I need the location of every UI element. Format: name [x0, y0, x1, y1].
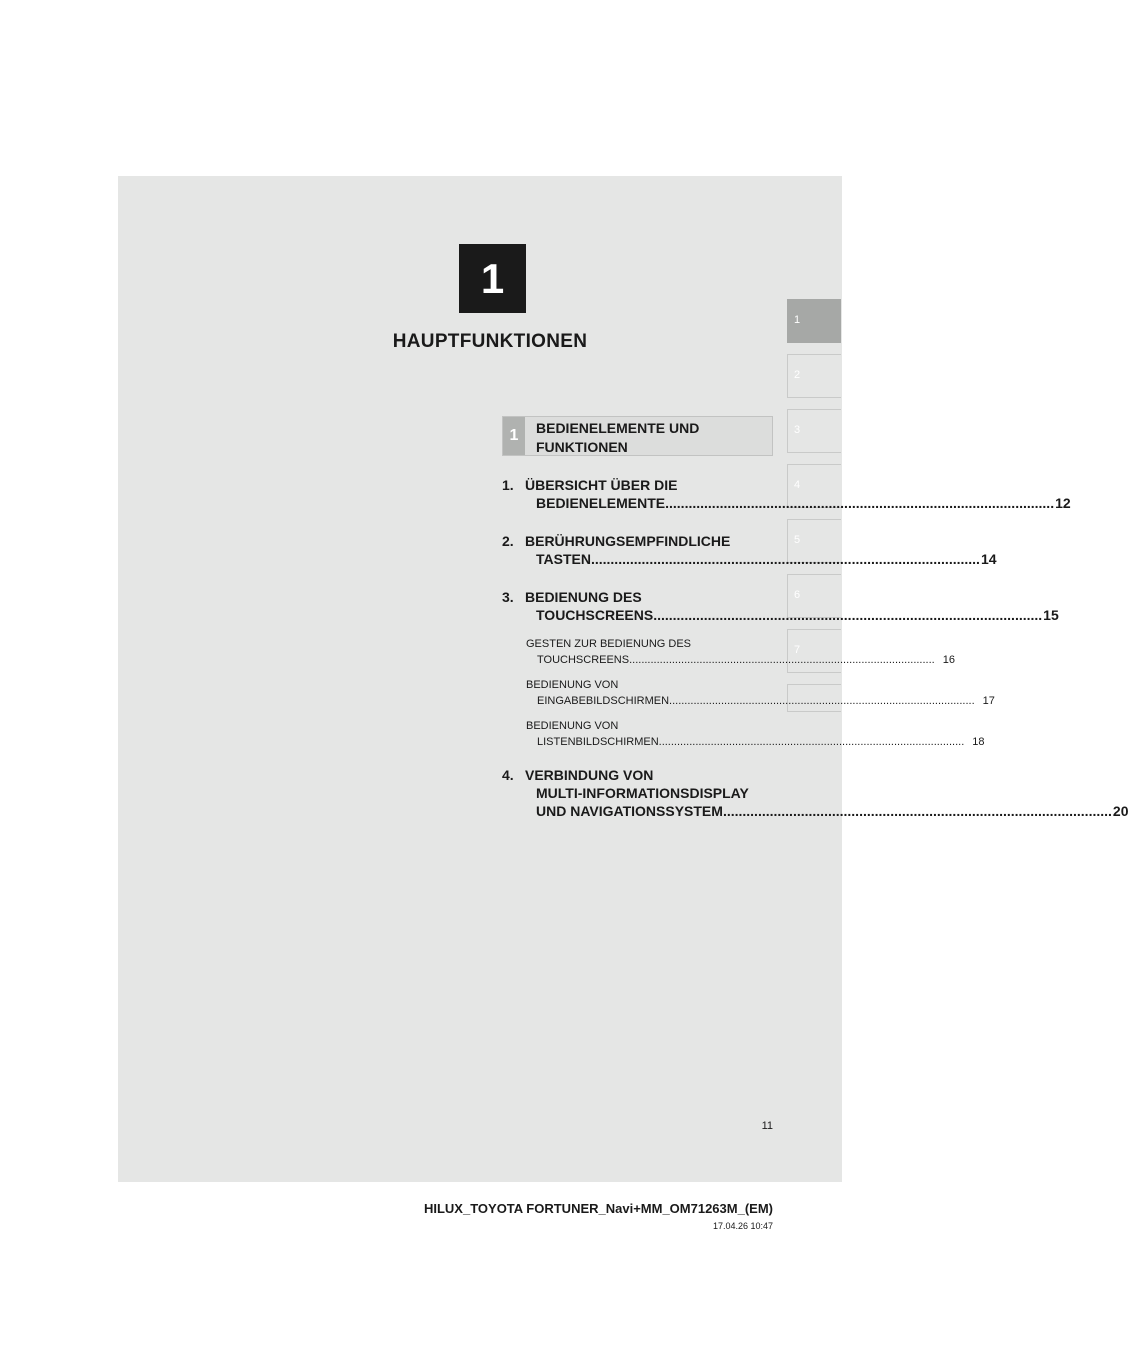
toc-entry-line2: TASTEN — [536, 551, 591, 567]
section-header — [502, 416, 773, 456]
section-title-line1: BEDIENELEMENTE UND — [536, 420, 700, 436]
toc-entry[interactable] — [502, 588, 1059, 624]
toc-entry-number: 4. — [502, 767, 514, 783]
tab-chapter-5[interactable]: 5 — [787, 519, 841, 563]
toc-subentry-page: 16 — [942, 654, 955, 666]
section-number: 1 — [503, 417, 525, 455]
toc-subentry[interactable] — [526, 677, 995, 709]
toc-leader-dots — [629, 654, 935, 666]
toc-entry-page: 15 — [1043, 607, 1059, 623]
toc-entry-line2: MULTI-INFORMATIONSDISPLAY — [536, 785, 749, 801]
toc-entry-line3: UND NAVIGATIONSSYSTEM — [536, 803, 723, 819]
toc-leader-dots — [723, 803, 1112, 819]
toc-leader-dots — [653, 607, 1042, 623]
toc-subentry-page: 17 — [982, 695, 995, 707]
table-of-contents — [502, 476, 1128, 840]
toc-entry-line1: VERBINDUNG VON — [525, 767, 654, 783]
toc-entry-page: 14 — [980, 551, 997, 567]
tab-chapter-2[interactable]: 2 — [787, 354, 841, 398]
footer-timestamp: 17.04.26 10:47 — [712, 1221, 773, 1231]
toc-entry-line1: BEDIENUNG DES — [525, 589, 642, 605]
tab-chapter-6[interactable]: 6 — [787, 574, 841, 618]
toc-subentry[interactable] — [526, 718, 985, 750]
page-number: 11 — [761, 1120, 773, 1132]
toc-entry-line2: BEDIENELEMENTE — [536, 495, 666, 511]
footer-document-id: HILUX_TOYOTA FORTUNER_Navi+MM_OM71263M_(EM) — [423, 1201, 773, 1216]
toc-entry-page: 12 — [1055, 495, 1071, 511]
toc-entry-page: 20 — [1112, 803, 1128, 819]
toc-leader-dots — [669, 695, 975, 707]
toc-entry-line1: BERÜHRUNGSEMPFINDLICHE — [525, 533, 731, 549]
toc-entry-line1: ÜBERSICHT ÜBER DIE — [525, 477, 678, 493]
toc-entry-number: 2. — [502, 533, 514, 549]
toc-subentry-line1: BEDIENUNG VON — [526, 679, 619, 691]
toc-subentry[interactable] — [526, 636, 955, 668]
toc-leader-dots — [591, 551, 980, 567]
chapter-title: HAUPTFUNKTIONEN — [392, 331, 588, 352]
toc-subentry-line2: TOUCHSCREENS — [537, 654, 630, 666]
section-title-line2: FUNKTIONEN — [536, 439, 628, 455]
toc-entry-number: 1. — [502, 477, 514, 493]
tab-chapter-7[interactable]: 7 — [787, 629, 841, 673]
toc-entry-number: 3. — [502, 589, 514, 605]
tab-chapter-1[interactable]: 1 — [787, 299, 841, 343]
section-title — [536, 419, 766, 457]
toc-subentry-line1: GESTEN ZUR BEDIENUNG DES — [526, 638, 692, 650]
toc-subentry-line1: BEDIENUNG VON — [526, 720, 619, 732]
toc-subentry-page: 18 — [972, 736, 985, 748]
toc-subentry-line2: EINGABEBILDSCHIRMEN — [537, 695, 670, 707]
toc-leader-dots — [665, 495, 1054, 511]
toc-entry[interactable] — [502, 532, 997, 568]
toc-subentry-line2: LISTENBILDSCHIRMEN — [537, 736, 659, 748]
chapter-number-box: 1 — [459, 244, 526, 313]
toc-entry-line2: TOUCHSCREENS — [536, 607, 654, 623]
toc-leader-dots — [659, 736, 965, 748]
tab-chapter-4[interactable]: 4 — [787, 464, 841, 508]
toc-entry[interactable] — [502, 766, 1128, 820]
tab-chapter-3[interactable]: 3 — [787, 409, 841, 453]
toc-subentries — [526, 636, 995, 750]
toc-entry[interactable] — [502, 476, 1071, 512]
